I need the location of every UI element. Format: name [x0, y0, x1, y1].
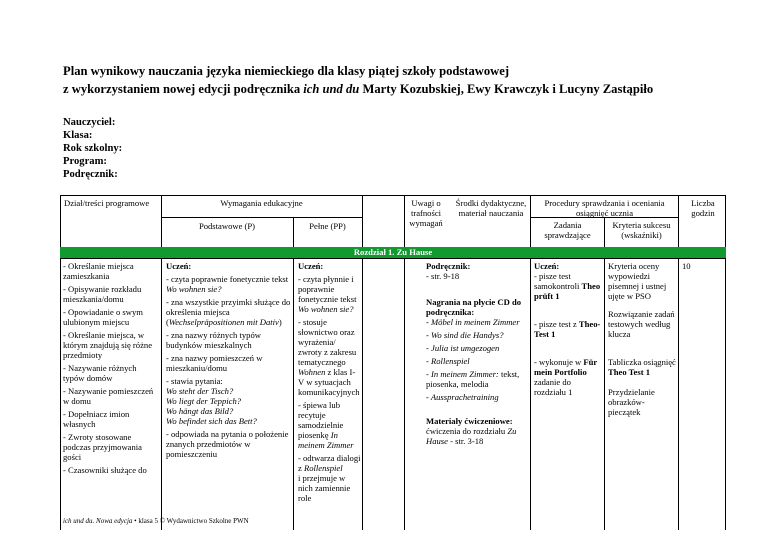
- page-subtitle: z wykorzystaniem nowej edycji podręcznika ich und du Marty Kozubskiej, Ewy Krawczyk i Lucyny Zastąpiło: [63, 82, 654, 96]
- list-item: Rozwiązanie zadań testowych według klucza: [608, 309, 675, 339]
- plan-table: [60, 195, 726, 530]
- list-item: Wo steht der Tisch?: [166, 386, 234, 396]
- teacher-label: Nauczyciel:: [63, 117, 116, 128]
- list-item: - zna nazwy różnych typów budynków mieszkalnych: [166, 330, 261, 350]
- zadania-head: Uczeń:: [534, 261, 560, 271]
- list-item: - Wo sind die Handys?: [426, 330, 504, 340]
- ex-head: Materiały ćwiczeniowe:: [426, 416, 513, 426]
- page-title: Plan wynikowy nauczania języka niemieckiego dla klasy piątej szkoły podstawowej: [63, 64, 510, 78]
- program-label: Program:: [63, 156, 107, 167]
- header-liczba: Liczba godzin: [691, 198, 715, 218]
- liczba-value: 10: [682, 261, 691, 271]
- list-item: - pisze test z Theo-Test 1: [534, 319, 601, 339]
- header-uwagi: Uwagi o trafności wymagań: [409, 198, 443, 228]
- pelne-head: Uczeń:: [298, 261, 324, 271]
- list-item: - Nazywanie pomieszczeń w domu: [63, 386, 154, 406]
- list-item: - odpowiada na pytania o położenie znanych przedmiotów w pomieszczeniu: [166, 429, 289, 459]
- list-item: Tabliczka osiągnięć Theo Test 1: [608, 357, 676, 377]
- list-item: i przejmuje w nich zamiennie role: [298, 473, 351, 503]
- cd-head: Nagrania na płycie CD do podręcznika:: [426, 297, 522, 317]
- list-item: - zna wszystkie przyimki służące do określenia miejsca (Wechselpräpositionen mit Dativ): [166, 297, 291, 327]
- section-title: Rozdział 1. Zu Hause: [353, 247, 433, 257]
- kryteria-column: [608, 261, 676, 420]
- list-item: - Określanie miejsca zamieszkania: [63, 261, 134, 281]
- school-year-label: Rok szkolny:: [63, 143, 123, 154]
- srodki-head: Podręcznik:: [426, 261, 471, 271]
- list-item: - In meinem Zimmer: tekst, piosenka, melodia: [426, 369, 520, 389]
- list-item: - Aussprachetraining: [426, 392, 499, 402]
- header-wymagania: Wymagania edukacyjne: [220, 198, 303, 208]
- header-podstawowe: Podstawowe (P): [198, 221, 256, 231]
- header-pelne: Pełne (PP): [309, 221, 346, 231]
- list-item: - odtwarza dialogi z Rollenspiel: [298, 453, 361, 473]
- class-label: Klasa:: [63, 130, 93, 141]
- header-kryteria: Kryteria sukcesu (wskaźniki): [612, 220, 671, 240]
- srodki-pages: - str. 9-18: [426, 271, 460, 281]
- pelne-column: [298, 261, 361, 506]
- list-item: - Zwroty stosowane podczas przyjmowania gości: [63, 432, 142, 462]
- podstawowe-head: Uczeń:: [166, 261, 192, 271]
- list-item: - Möbel in meinem Zimmer: [426, 317, 520, 327]
- list-item: - Określanie miejsca, w którym znajdują się różne przedmioty: [63, 330, 153, 360]
- list-item: - Czasowniki służące do: [63, 465, 147, 475]
- header-procedury: Procedury sprawdzania i oceniania osiągnięć ucznia: [544, 198, 665, 218]
- list-item: - Nazywanie różnych typów domów: [63, 363, 137, 383]
- podstawowe-column: [166, 261, 292, 462]
- list-item: - śpiewa lub recytuje samodzielnie piosenkę In meinem Zimmer: [298, 400, 354, 450]
- list-item: Kryteria oceny wypowiedzi pisemnej i ustnej ujęte w PSO: [608, 261, 667, 301]
- list-item: Wo hängt das Bild?: [166, 406, 234, 416]
- list-item: Przydzielanie obrazków-pieczątek: [608, 387, 655, 417]
- list-item: - zna nazwy pomieszczeń w mieszkaniu/domu: [166, 353, 263, 373]
- list-item: - czyta płynnie i poprawnie fonetycznie tekst Wo wohnen sie?: [298, 274, 357, 314]
- list-item: - Julia ist umgezogen: [426, 343, 500, 353]
- list-item: - Opisywanie rozkładu mieszkania/domu: [63, 284, 142, 304]
- list-item: - czyta poprawnie fonetycznie tekst Wo wohnen sie?: [166, 274, 289, 294]
- list-item: - stawia pytania:: [166, 376, 223, 386]
- list-item: - Dopełniacz imion własnych: [63, 409, 130, 429]
- list-item: - Rollenspiel: [426, 356, 470, 366]
- list-item: - pisze test samokontroli Theo prüft 1: [534, 271, 601, 301]
- meta-fields: [63, 116, 122, 181]
- section-band: [60, 247, 726, 258]
- dzial-column: [63, 261, 160, 478]
- header-dzial: Dział/treści programowe: [64, 198, 150, 208]
- srodki-column: [426, 261, 529, 449]
- list-item: - wykonuje w Für mein Portfolio zadanie do rozdziału 1: [534, 357, 598, 397]
- header-zadania: Zadania sprawdzające: [544, 220, 591, 240]
- list-item: - stosuje słownictwo oraz wyrażenia/ zwroty z zakresu tematycznego Wohnen z klas I-V w sytuacjach komunikacyjnych: [298, 317, 360, 397]
- ex-text: ćwiczenia do rozdziału Zu Hause - str. 3-18: [426, 426, 517, 446]
- zadania-column: [534, 261, 602, 400]
- list-item: - Opowiadanie o swym ulubionym miejscu: [63, 307, 143, 327]
- list-item: Wo befindet sich das Bett?: [166, 416, 257, 426]
- header-srodki: Środki dydaktyczne, materiał nauczania: [455, 198, 527, 218]
- textbook-label: Podręcznik:: [63, 169, 118, 180]
- list-item: Wo liegt der Teppich?: [166, 396, 242, 406]
- footer: ich und du. Nowa edycja • klasa 5 © Wydawnictwo Szkolne PWN: [63, 517, 249, 525]
